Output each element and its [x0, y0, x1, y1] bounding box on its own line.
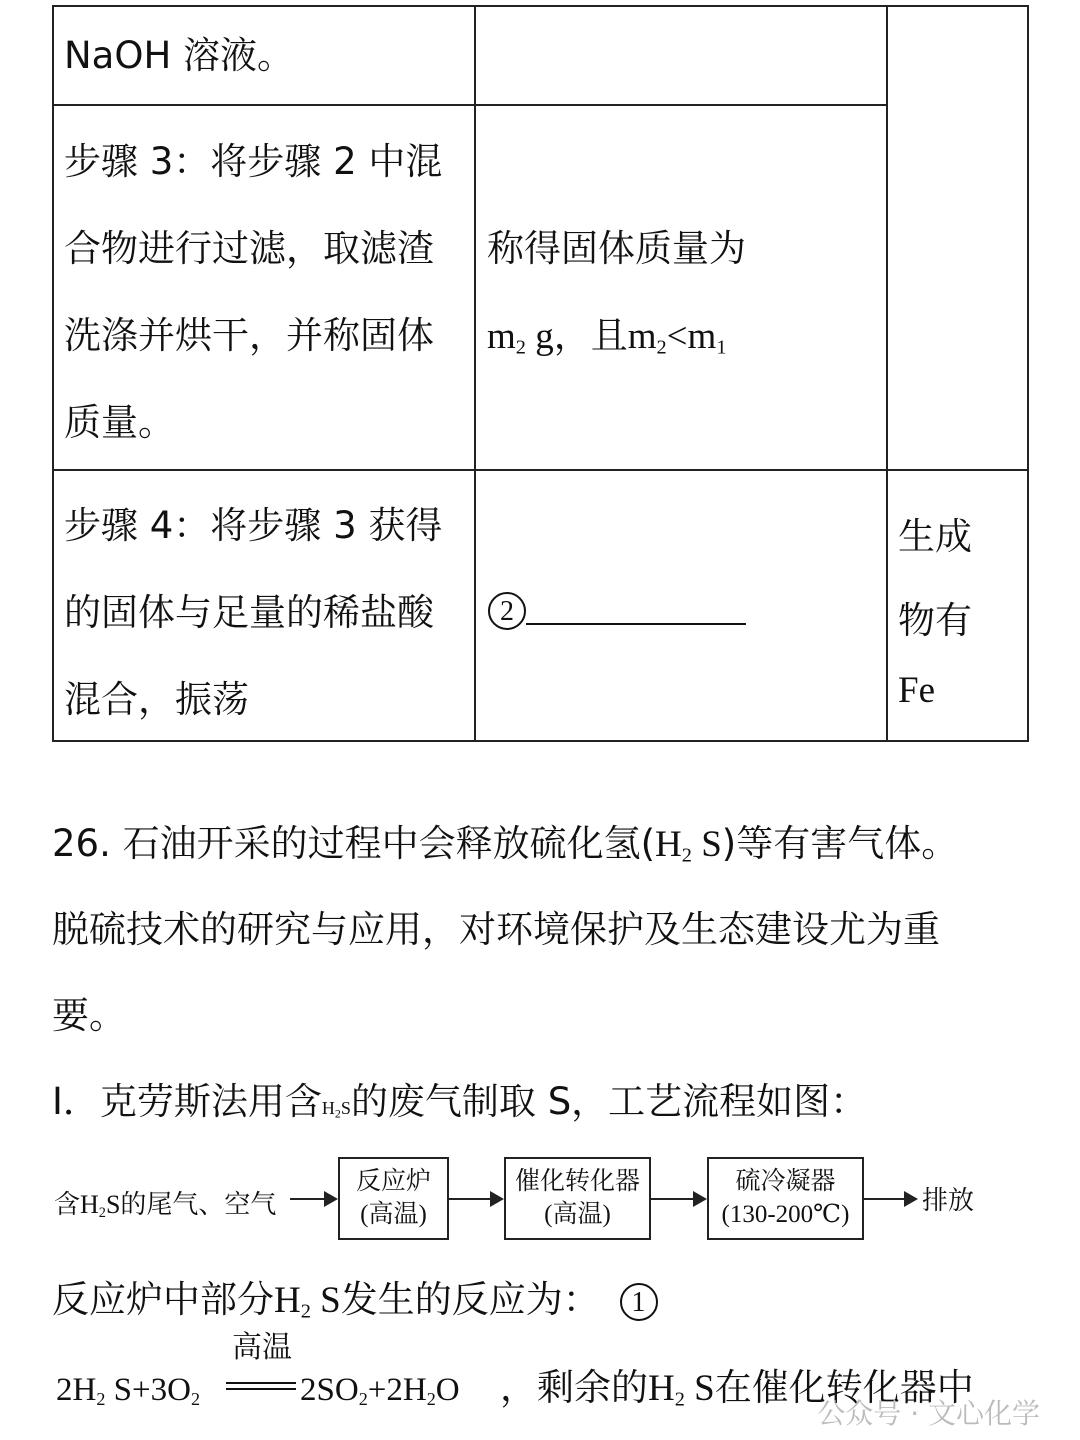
flow-arrow-4 — [864, 1198, 916, 1200]
row2-result-line2: $m_2$ g，且$m_2<m_1$ — [487, 316, 727, 359]
conclusion-line: 物有 — [898, 599, 972, 642]
conclusion-line: Fe — [898, 670, 935, 711]
table-row-divider-1 — [52, 104, 888, 106]
row3-step-line: 步骤 4：将步骤 3 获得 — [64, 504, 443, 547]
q26-line1: 26. 石油开采的过程中会释放硫化氢($H_2$ S)等有害气体。 — [52, 822, 959, 867]
flow-arrow-1 — [290, 1198, 336, 1200]
flow-box-condenser: 硫冷凝器 (130-200℃) — [707, 1157, 864, 1240]
row2-step-line: 质量。 — [64, 401, 175, 444]
row3-step-line: 混合，振荡 — [64, 678, 249, 721]
q26-line2: 脱硫技术的研究与应用，对环境保护及生态建设尤为重 — [52, 908, 940, 951]
row2-step-line: 合物进行过滤，取滤渣 — [64, 227, 434, 270]
row2-step-text — [64, 118, 442, 466]
row1-step: NaOH 溶液。 — [64, 34, 295, 77]
row3-answer — [488, 565, 746, 652]
table-col-divider-2 — [886, 5, 888, 742]
row2-result-text — [487, 205, 746, 380]
row3-step-text — [64, 482, 442, 743]
table-row-divider-2 — [52, 469, 1029, 471]
reaction-tail: ，剩余的$H_2$ S在催化转化器中 — [500, 1366, 974, 1411]
circled-number-2: 2 — [488, 592, 526, 630]
row1-step-text — [64, 12, 294, 99]
reaction-equation: $2H_2$ $S+3O_2$ — [56, 1372, 201, 1410]
row2-result-line1: 称得固体质量为 — [487, 227, 746, 270]
circled-number-1: 1 — [620, 1283, 658, 1321]
equation-double-line — [226, 1382, 296, 1390]
reaction-equation-right: $2SO_2+2H_2O$ — [300, 1372, 460, 1410]
table-col-divider-1 — [474, 5, 476, 742]
flow-arrow-2 — [449, 1198, 502, 1200]
conclusion-line: 生成 — [898, 515, 972, 558]
row3-conclusion — [898, 495, 972, 719]
reaction-intro: 反应炉中部分$H_2$ S发生的反应为： 1 — [52, 1278, 658, 1323]
row2-step-line: 步骤 3：将步骤 2 中混 — [64, 140, 443, 183]
answer-blank-line — [526, 597, 746, 625]
flow-input-label: 含$H_2S$的尾气、空气 — [54, 1190, 277, 1221]
row3-step-line: 的固体与足量的稀盐酸 — [64, 591, 434, 634]
equation-condition: 高温 — [232, 1330, 292, 1365]
q26-part1: I．克劳斯法用含$H_2S$的废气制取 S，工艺流程如图： — [52, 1080, 868, 1123]
flow-output-label: 排放 — [922, 1186, 975, 1215]
flow-arrow-3 — [651, 1198, 705, 1200]
watermark: 公众号 · 文心化学 — [817, 1397, 1040, 1430]
row2-step-line: 洗涤并烘干，并称固体 — [64, 314, 434, 357]
flow-box-converter: 催化转化器 (高温) — [504, 1157, 651, 1240]
flow-box-reactor: 反应炉 (高温) — [338, 1157, 449, 1240]
q26-line3: 要。 — [52, 994, 126, 1037]
